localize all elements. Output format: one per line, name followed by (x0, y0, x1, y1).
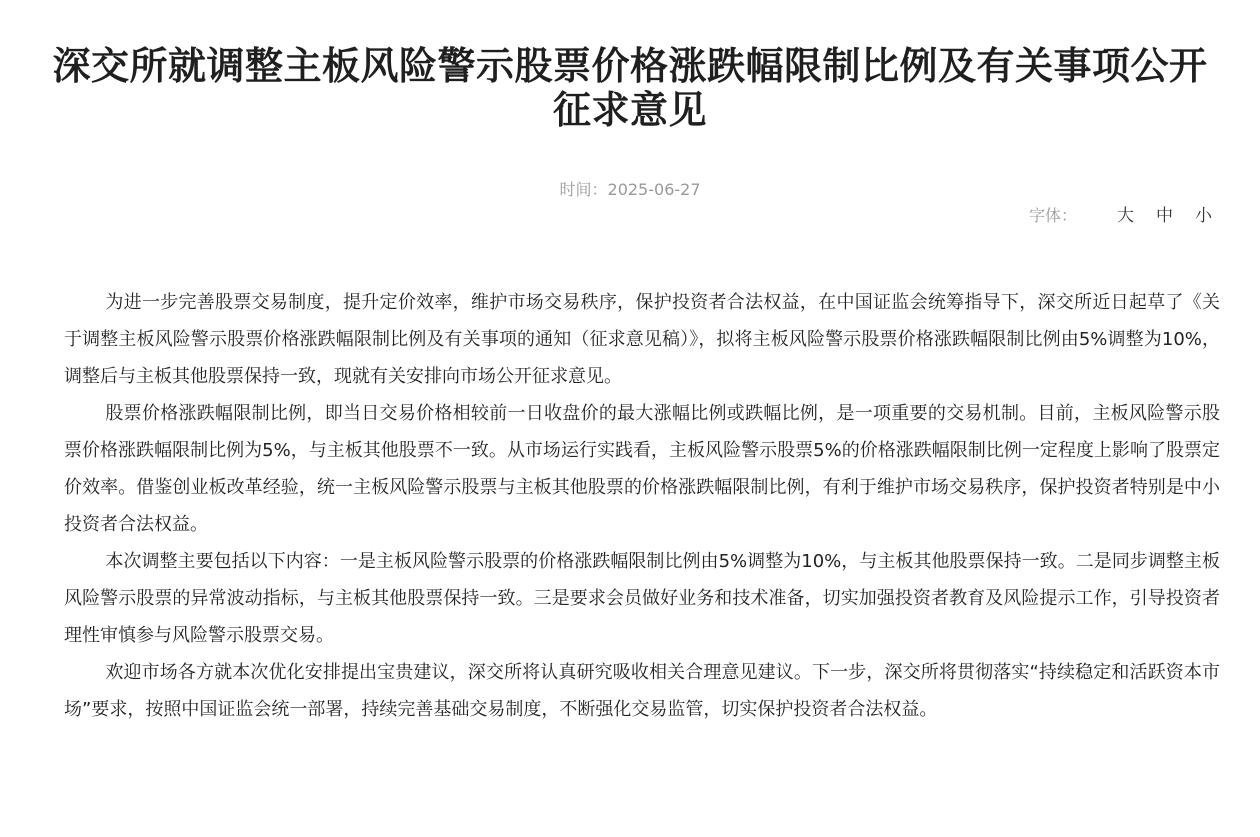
font-size-label: 字体： (1028, 206, 1077, 225)
publish-time-value: 2025-06-27 (607, 180, 701, 199)
paragraph-2: 股票价格涨跌幅限制比例，即当日交易价格相较前一日收盘价的最大涨幅比例或跌幅比例，是一项重要的交易机制。目前，主板风险警示股票价格涨跌幅限制比例为5%，与主板其他股票不一致。从市场运行实践看，主板风险警示股票5%的价格涨跌幅限制比例一定程度上影响了股票定价效率。借鉴创业板改革经验，统一主板风险警示股票与主板其他股票的价格涨跌幅限制比例，有利于维护市场交易秩序，保护投资者特别是中小投资者合法权益。 (64, 403, 1220, 535)
paragraph-3: 本次调整主要包括以下内容：一是主板风险警示股票的价格涨跌幅限制比例由5%调整为10%，与主板其他股票保持一致。二是同步调整主板风险警示股票的异常波动指标，与主板其他股票保持一致。三是要求会员做好业务和技术准备，切实加强投资者教育及风险提示工作，引导投资者理性审慎参与风险警示股票交易。 (64, 551, 1220, 646)
publish-time-label: 时间： (559, 180, 608, 199)
font-size-medium-button[interactable]: 中 (1156, 206, 1173, 226)
font-size-switcher (1029, 205, 1212, 227)
article-title: 深交所就调整主板风险警示股票价格涨跌幅限制比例及有关事项公开征求意见 (52, 44, 1208, 132)
font-size-small-button[interactable]: 小 (1195, 206, 1212, 226)
paragraph-4: 欢迎市场各方就本次优化安排提出宝贵建议，深交所将认真研究吸收相关合理意见建议。下一步，深交所将贯彻落实“持续稳定和活跃资本市场”要求，按照中国证监会统一部署，持续完善基础交易制度，不断强化交易监管，切实保护投资者合法权益。 (64, 662, 1220, 720)
publish-time (0, 180, 1260, 200)
article-body (64, 284, 1220, 728)
font-size-large-button[interactable]: 大 (1117, 206, 1134, 226)
paragraph-1: 为进一步完善股票交易制度，提升定价效率，维护市场交易秩序，保护投资者合法权益，在中国证监会统筹指导下，深交所近日起草了《关于调整主板风险警示股票价格涨跌幅限制比例及有关事项的通知（征求意见稿）》，拟将主板风险警示股票价格涨跌幅限制比例由5%调整为10%，调整后与主板其他股票保持一致，现就有关安排向市场公开征求意见。 (64, 292, 1220, 387)
